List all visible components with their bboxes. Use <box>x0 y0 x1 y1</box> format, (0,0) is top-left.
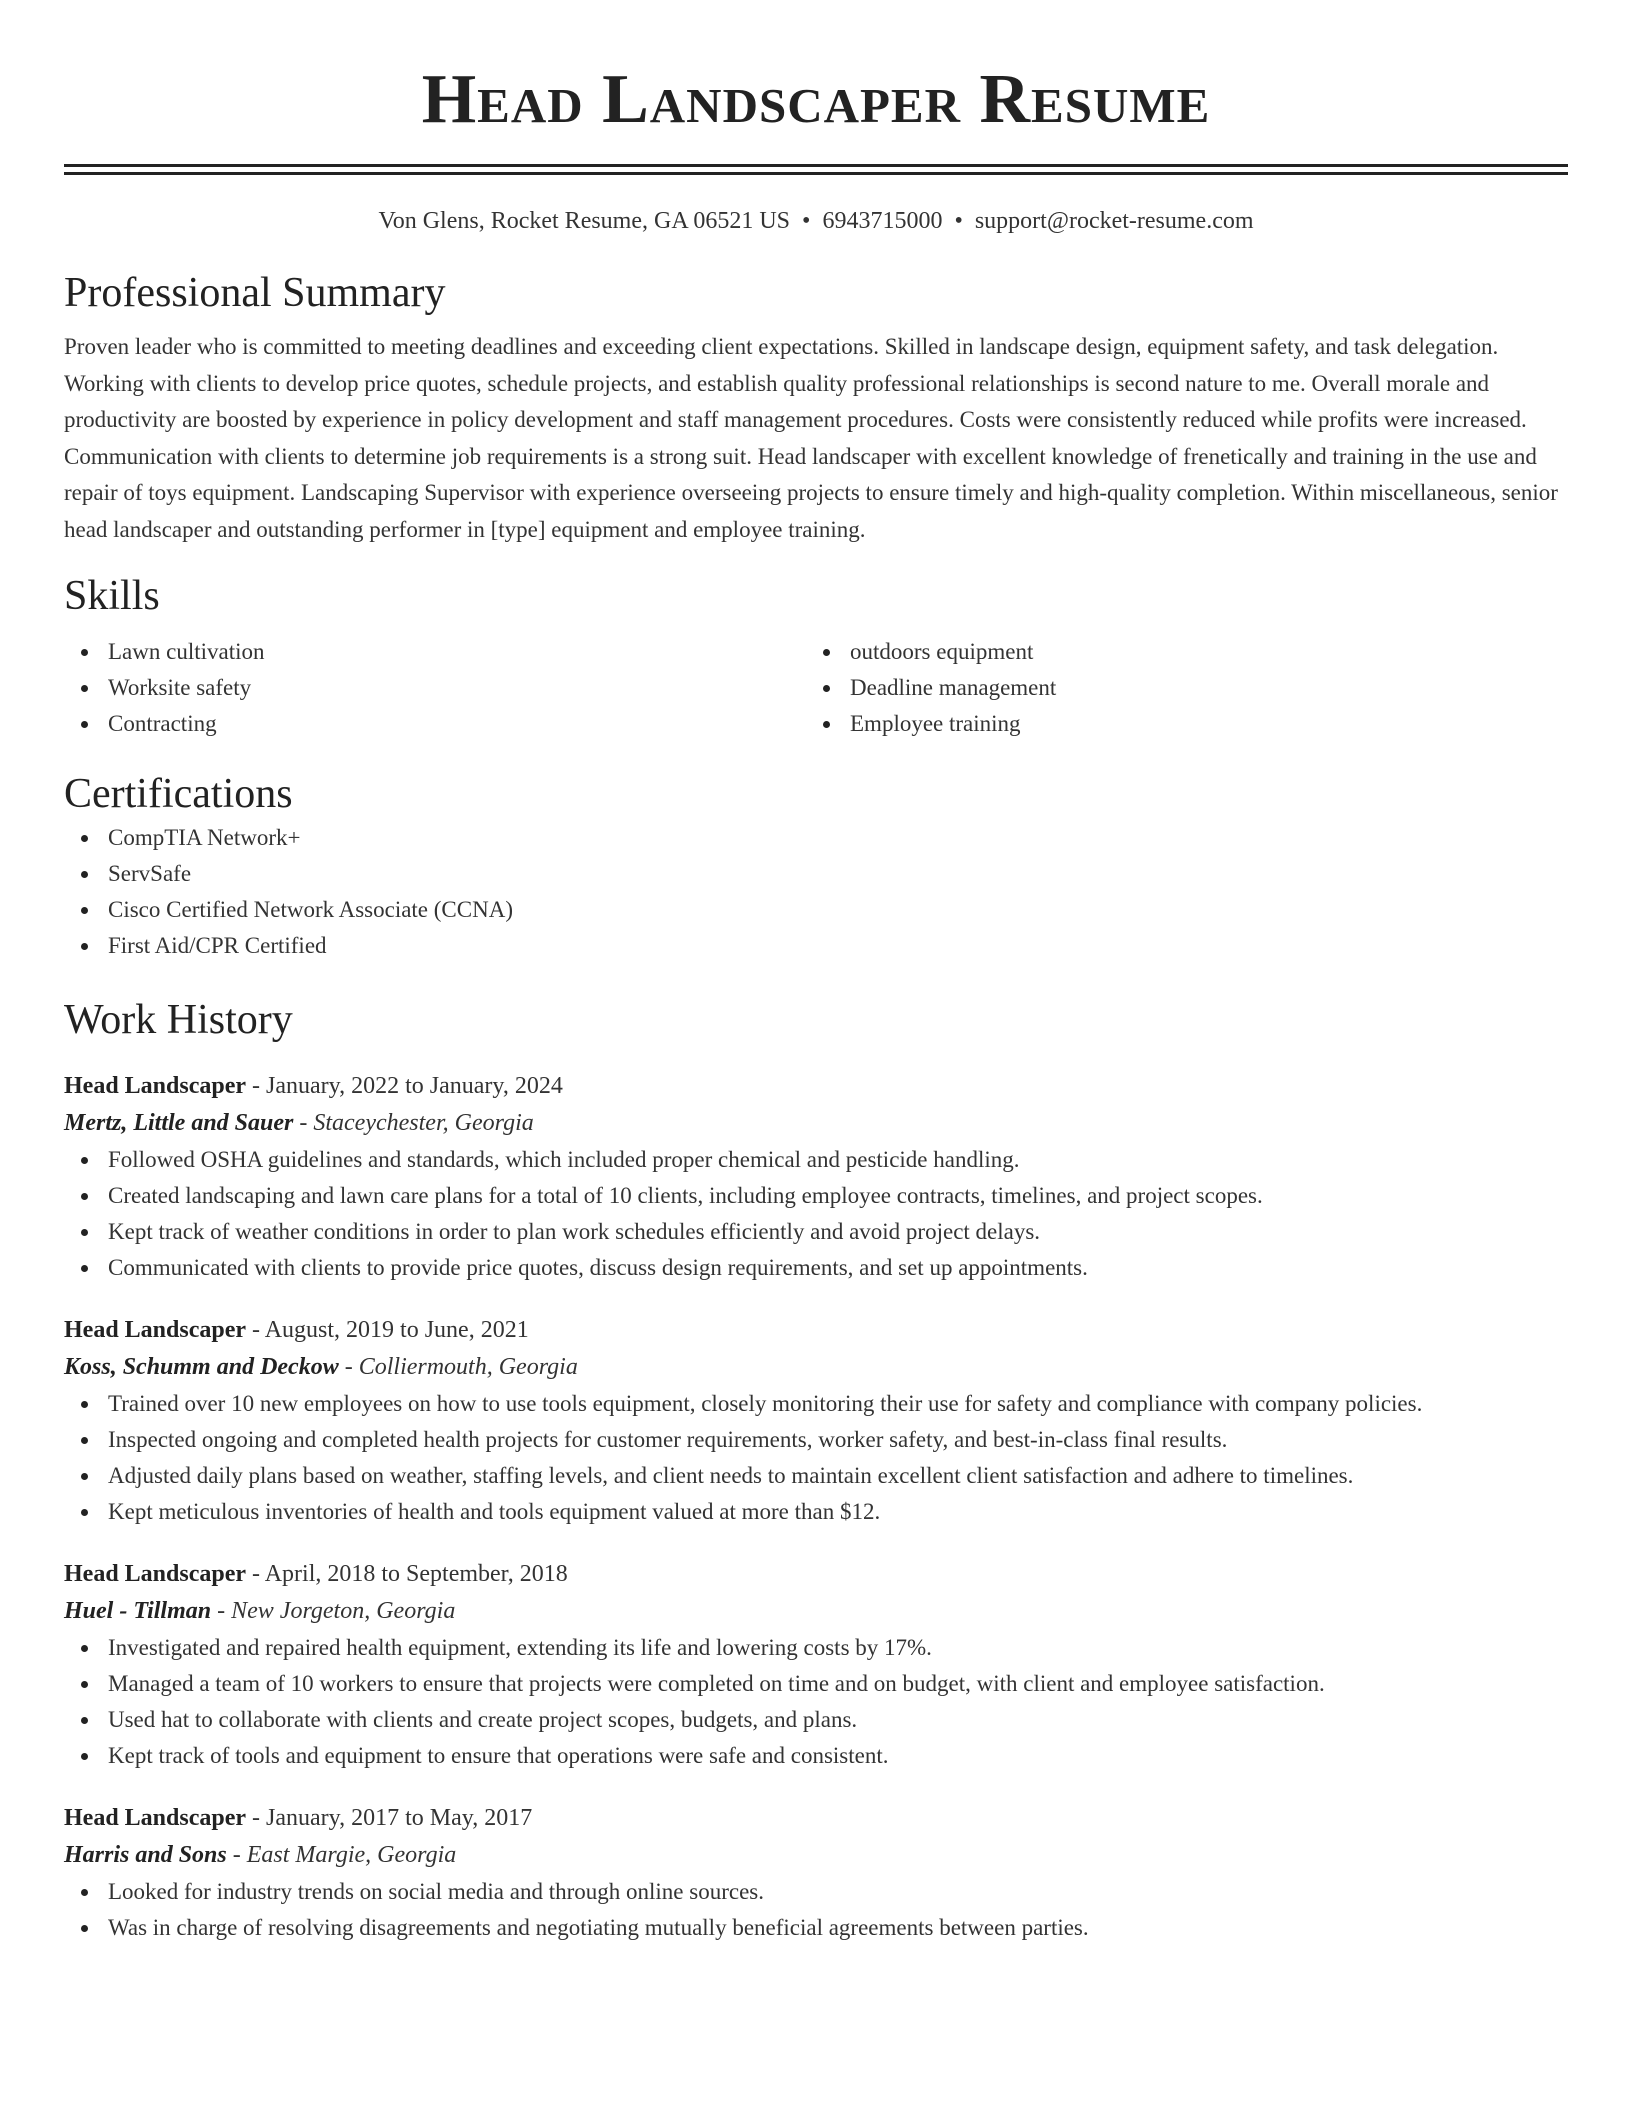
work-history-heading: Work History <box>64 997 293 1043</box>
job-entry <box>64 1800 1568 1946</box>
contact-phone: 6943715000 <box>822 208 943 234</box>
job-duties-list <box>64 1630 1568 1774</box>
job-title: Head Landscaper <box>64 1317 247 1343</box>
certifications-heading: Certifications <box>64 771 293 817</box>
job-company-line <box>64 1348 1568 1386</box>
job-dates: April, 2018 to September, 2018 <box>264 1561 568 1587</box>
job-location: East Margie, Georgia <box>246 1842 457 1868</box>
job-title-line <box>64 1312 1568 1348</box>
job-duties-list <box>64 1874 1568 1946</box>
skill-item: Employee training <box>806 706 1548 742</box>
job-location: Colliermouth, Georgia <box>358 1354 578 1380</box>
job-title: Head Landscaper <box>64 1561 247 1587</box>
job-company: Mertz, Little and Sauer <box>64 1110 294 1136</box>
job-duty: Created landscaping and lawn care plans for a total of 10 clients, including employee contracts, timelines, and project scopes. <box>64 1178 1568 1214</box>
job-duty: Followed OSHA guidelines and standards, which included proper chemical and pesticide handling. <box>64 1142 1568 1178</box>
contact-address: Von Glens, Rocket Resume, GA 06521 US <box>378 208 791 234</box>
job-dash: - <box>252 1073 261 1099</box>
job-title-line <box>64 1800 1568 1836</box>
skills-list <box>64 634 1568 742</box>
skill-item: Deadline management <box>806 670 1548 706</box>
job-duty: Was in charge of resolving disagreements and negotiating mutually beneficial agreements between parties. <box>64 1910 1568 1946</box>
job-company-line <box>64 1836 1568 1874</box>
job-entry <box>64 1556 1568 1774</box>
job-duty: Used hat to collaborate with clients and create project scopes, budgets, and plans. <box>64 1702 1568 1738</box>
job-entry <box>64 1068 1568 1286</box>
job-dash: - <box>252 1561 261 1587</box>
job-duties-list <box>64 1142 1568 1286</box>
job-duty: Kept meticulous inventories of health and tools equipment valued at more than $12. <box>64 1494 1568 1530</box>
job-company-line <box>64 1104 1568 1142</box>
certification-item: Cisco Certified Network Associate (CCNA) <box>64 892 1568 928</box>
job-title: Head Landscaper <box>64 1073 247 1099</box>
resume-title: Head Landscaper Resume <box>421 61 1211 138</box>
job-duty: Inspected ongoing and completed health projects for customer requirements, worker safety, and best-in-class final results. <box>64 1422 1568 1458</box>
skill-item: outdoors equipment <box>806 634 1548 670</box>
job-duty: Investigated and repaired health equipment, extending its life and lowering costs by 17%. <box>64 1630 1568 1666</box>
contact-separator: • <box>954 208 963 234</box>
job-dash: - <box>344 1354 353 1380</box>
contact-email: support@rocket-resume.com <box>974 208 1254 234</box>
title-double-rule <box>64 164 1568 175</box>
skills-column-left <box>64 634 806 742</box>
certification-item: First Aid/CPR Certified <box>64 928 1568 964</box>
job-duty: Managed a team of 10 workers to ensure that projects were completed on time and on budget, with client and employee satisfaction. <box>64 1666 1568 1702</box>
job-dash: - <box>252 1805 261 1831</box>
skill-item: Worksite safety <box>64 670 806 706</box>
job-company: Harris and Sons <box>64 1842 227 1868</box>
job-location: New Jorgeton, Georgia <box>231 1598 456 1624</box>
certifications-list <box>64 820 1568 964</box>
job-duty: Trained over 10 new employees on how to use tools equipment, closely monitoring their use for safety and compliance with company policies. <box>64 1386 1568 1422</box>
summary-text: Proven leader who is committed to meeting deadlines and exceeding client expectations. Skilled in landscape design, equipment safety, and task delegation. Working with clients to develop price quotes, schedule projects, and establish quality professional relationships is second nature to me. Overall morale and productivity are boosted by experience in policy development and staff management procedures. Costs were consistently reduced while profits were increased. Communication with clients to determine job requirements is a strong suit. Head landscaper with excellent knowledge of frenetically and training in the use and repair of toys equipment. Landscaping Supervisor with experience overseeing projects to ensure timely and high-quality completion. Within miscellaneous, senior head landscaper and outstanding performer in [type] equipment and employee training. <box>64 334 1558 542</box>
job-entry <box>64 1312 1568 1530</box>
job-duties-list <box>64 1386 1568 1530</box>
job-dates: August, 2019 to June, 2021 <box>264 1317 529 1343</box>
contact-line <box>64 205 1568 237</box>
job-dash: - <box>299 1110 308 1136</box>
skill-item: Contracting <box>64 706 806 742</box>
job-title: Head Landscaper <box>64 1805 247 1831</box>
job-title-line <box>64 1068 1568 1104</box>
job-company: Huel - Tillman <box>64 1598 212 1624</box>
job-title-line <box>64 1556 1568 1592</box>
skills-column-right <box>806 634 1548 742</box>
job-duty: Adjusted daily plans based on weather, staffing levels, and client needs to maintain excellent client satisfaction and adhere to timelines. <box>64 1458 1568 1494</box>
certification-item: CompTIA Network+ <box>64 820 1568 856</box>
job-dates: January, 2017 to May, 2017 <box>266 1805 533 1831</box>
job-dash: - <box>252 1317 261 1343</box>
job-duty: Communicated with clients to provide price quotes, discuss design requirements, and set up appointments. <box>64 1250 1568 1286</box>
job-location: Staceychester, Georgia <box>313 1110 534 1136</box>
contact-separator: • <box>802 208 811 234</box>
job-company: Koss, Schumm and Deckow <box>64 1354 339 1380</box>
job-company-line <box>64 1592 1568 1630</box>
skill-item: Lawn cultivation <box>64 634 806 670</box>
summary-heading: Professional Summary <box>64 270 446 316</box>
job-duty: Kept track of weather conditions in order to plan work schedules efficiently and avoid project delays. <box>64 1214 1568 1250</box>
job-duty: Kept track of tools and equipment to ensure that operations were safe and consistent. <box>64 1738 1568 1774</box>
job-dash: - <box>217 1598 226 1624</box>
certification-item: ServSafe <box>64 856 1568 892</box>
job-dates: January, 2022 to January, 2024 <box>266 1073 563 1099</box>
job-dash: - <box>232 1842 241 1868</box>
job-duty: Looked for industry trends on social media and through online sources. <box>64 1874 1568 1910</box>
skills-heading: Skills <box>64 573 160 619</box>
